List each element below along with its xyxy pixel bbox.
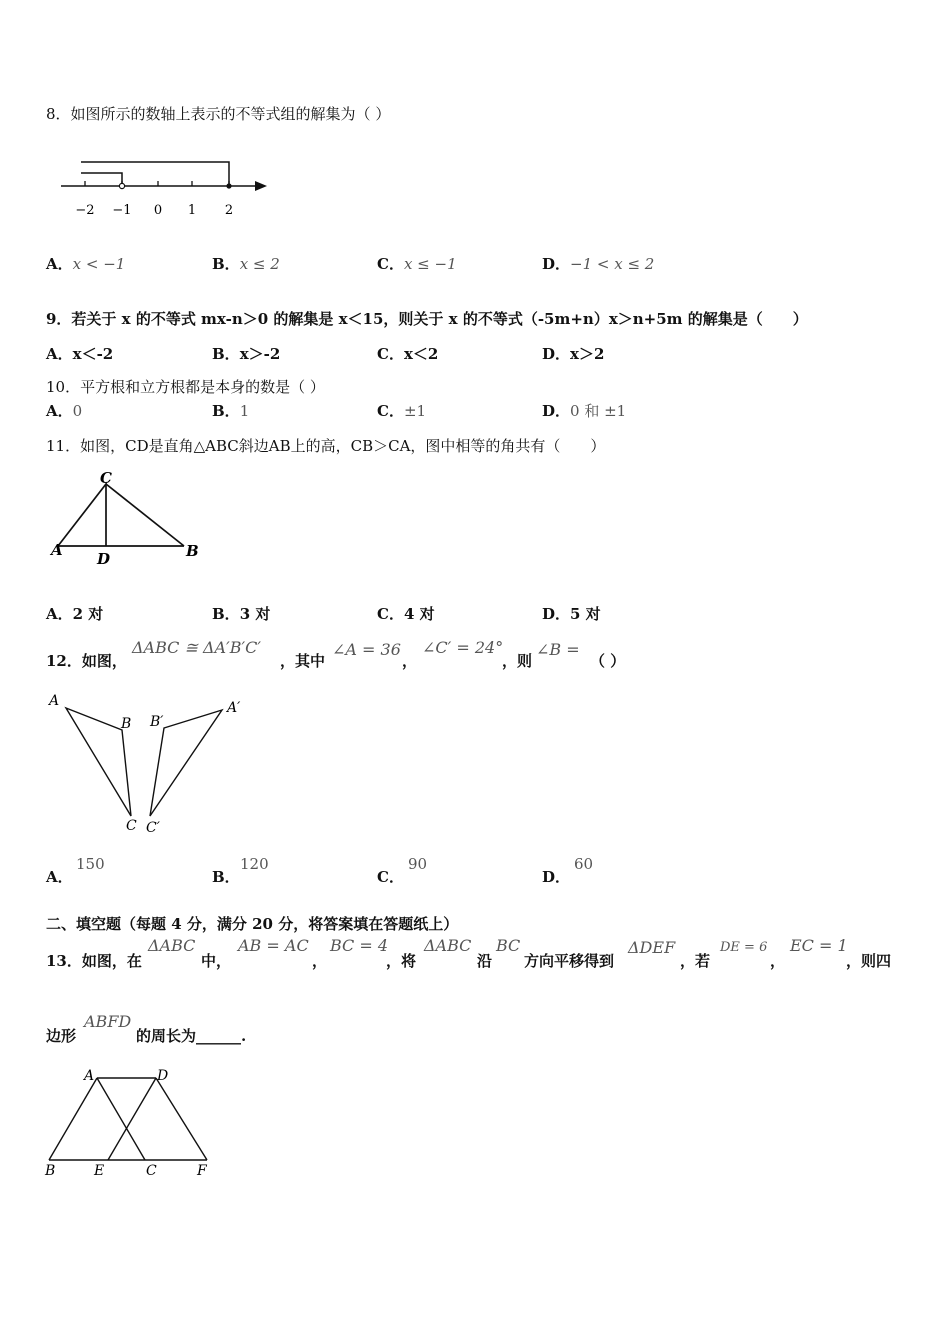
q12-angle-c: ∠C′ = 24° — [422, 638, 504, 657]
label-c-prime: C′ — [146, 820, 160, 836]
label-b: B — [186, 542, 199, 560]
tick-label: 1 — [187, 203, 197, 218]
q12-option-a[interactable]: A． — [46, 868, 73, 886]
q10-option-a[interactable]: A．0 — [46, 402, 83, 420]
tick-label: 0 — [153, 203, 163, 218]
q12-stem-start: 12．如图， — [46, 652, 127, 670]
q12-option-c[interactable]: C． — [377, 868, 404, 886]
q13-eq-ec-1: EC = 1 — [790, 936, 848, 955]
q13-eq-de-6: DE = 6 — [720, 940, 768, 955]
q12-stem-mid1: ，其中 — [280, 652, 326, 670]
q13-triangle-abc-2: ΔABC — [424, 936, 472, 955]
triangle-side-cb — [106, 484, 184, 546]
label-c: C — [100, 469, 112, 487]
segment-de — [108, 1078, 156, 1160]
label-a: A — [49, 693, 60, 709]
q11-option-c[interactable]: C．4 对 — [377, 605, 435, 623]
q10-stem: 10．平方根和立方根都是本身的数是（ ） — [46, 378, 325, 396]
q13-text-4: 沿 — [477, 952, 493, 970]
bracket-x-gt-neg1 — [81, 173, 122, 186]
q12-paren: （ ） — [590, 652, 626, 670]
closed-dot — [226, 183, 231, 188]
q13-triangle-def: ΔDEF — [628, 938, 676, 957]
q13-line2-start: 边形 — [46, 1027, 77, 1045]
q11-option-b[interactable]: B．3 对 — [212, 605, 271, 623]
q12-option-c-value: 90 — [408, 855, 428, 873]
q12-stem-mid2: ，则 — [502, 652, 533, 670]
q13-text-5: 方向平移得到 — [524, 952, 615, 970]
q12-option-d-value: 60 — [574, 855, 594, 873]
q8-number-line — [55, 152, 275, 224]
q13-quad-abfd: ABFD — [84, 1012, 132, 1031]
q9-option-b[interactable]: B．x＞-2 — [212, 345, 281, 363]
q9-option-a[interactable]: A．x＜-2 — [46, 345, 114, 363]
axis-arrow-icon — [255, 181, 267, 191]
q12-angle-b: ∠B = — [536, 640, 580, 659]
label-a: A — [51, 541, 63, 559]
triangle-side-ac-cd — [58, 484, 106, 546]
q12-option-d[interactable]: D． — [542, 868, 571, 886]
q10-option-b[interactable]: B．1 — [212, 402, 250, 420]
q10-option-c[interactable]: C．±1 — [377, 402, 427, 420]
q13-translation-figure — [40, 1064, 220, 1180]
section-heading: 二、填空题（每题 4 分，满分 20 分，将答案填在答题纸上） — [46, 915, 459, 933]
bracket-x-le-2 — [81, 162, 229, 186]
label-c: C — [146, 1163, 157, 1179]
q8-option-b[interactable]: B．x ≤ 2 — [212, 255, 280, 273]
q12-comma: ， — [402, 652, 418, 670]
q9-option-d[interactable]: D．x＞2 — [542, 345, 605, 363]
q8-option-c[interactable]: C．x ≤ −1 — [377, 255, 457, 273]
q11-stem: 11．如图，CD是直角△ABC斜边AB上的高，CB＞CA，图中相等的角共有（ ） — [46, 437, 606, 455]
q13-text-6: ，若 — [680, 952, 711, 970]
segment-ac — [97, 1078, 145, 1160]
tick-label: 2 — [224, 203, 234, 218]
label-b: B — [121, 716, 132, 732]
q12-option-b-value: 120 — [240, 855, 269, 873]
q13-bc: BC — [496, 936, 521, 955]
q13-text-8: ，则四 — [846, 952, 892, 970]
q13-stem-start: 13．如图，在 — [46, 952, 142, 970]
label-d: D — [97, 550, 111, 568]
q13-eq-bc-4: BC = 4 — [330, 936, 389, 955]
q12-angle-a: ∠A = 36 — [332, 640, 401, 659]
q13-text-2: ， — [312, 952, 328, 970]
segment-df — [156, 1078, 207, 1160]
label-a: A — [84, 1068, 95, 1084]
q8-option-a[interactable]: A．x < −1 — [46, 255, 126, 273]
q12-option-b[interactable]: B． — [212, 868, 240, 886]
label-b: B — [45, 1163, 56, 1179]
open-dot — [119, 183, 124, 188]
label-a-prime: A′ — [227, 700, 241, 716]
label-e: E — [94, 1163, 105, 1179]
q11-triangle-figure — [48, 466, 208, 572]
q13-eq-ab-ac: AB = AC — [238, 936, 309, 955]
q12-congruence: ΔABC ≅ ΔA′B′C′ — [132, 638, 261, 657]
q11-option-d[interactable]: D．5 对 — [542, 605, 601, 623]
q10-option-d[interactable]: D．0 和 ±1 — [542, 402, 627, 420]
q11-option-a[interactable]: A．2 对 — [46, 605, 104, 623]
q9-option-c[interactable]: C．x＜2 — [377, 345, 439, 363]
label-c: C — [126, 818, 137, 834]
q13-text-3: ，将 — [386, 952, 417, 970]
q12-congruent-triangles-figure — [46, 688, 256, 838]
q9-stem: 9．若关于 x 的不等式 mx-n＞0 的解集是 x＜15，则关于 x 的不等式（-5m+n）x＞n+5m 的解集是（ ） — [46, 310, 808, 328]
q13-line2-end: 的周长为______. — [136, 1027, 247, 1045]
q13-text-1: 中， — [201, 952, 232, 970]
q13-triangle-abc: ΔABC — [148, 936, 196, 955]
label-d: D — [157, 1068, 169, 1084]
q8-stem: 8．如图所示的数轴上表示的不等式组的解集为（ ） — [46, 105, 391, 123]
label-f: F — [197, 1163, 207, 1179]
label-b-prime: B′ — [150, 714, 164, 730]
q12-option-a-value: 150 — [76, 855, 105, 873]
tick-label: −2 — [75, 203, 95, 218]
q8-option-d[interactable]: D．−1 < x ≤ 2 — [542, 255, 655, 273]
q13-text-7: ， — [770, 952, 786, 970]
tick-label: −1 — [112, 203, 132, 218]
segment-ab — [49, 1078, 97, 1160]
